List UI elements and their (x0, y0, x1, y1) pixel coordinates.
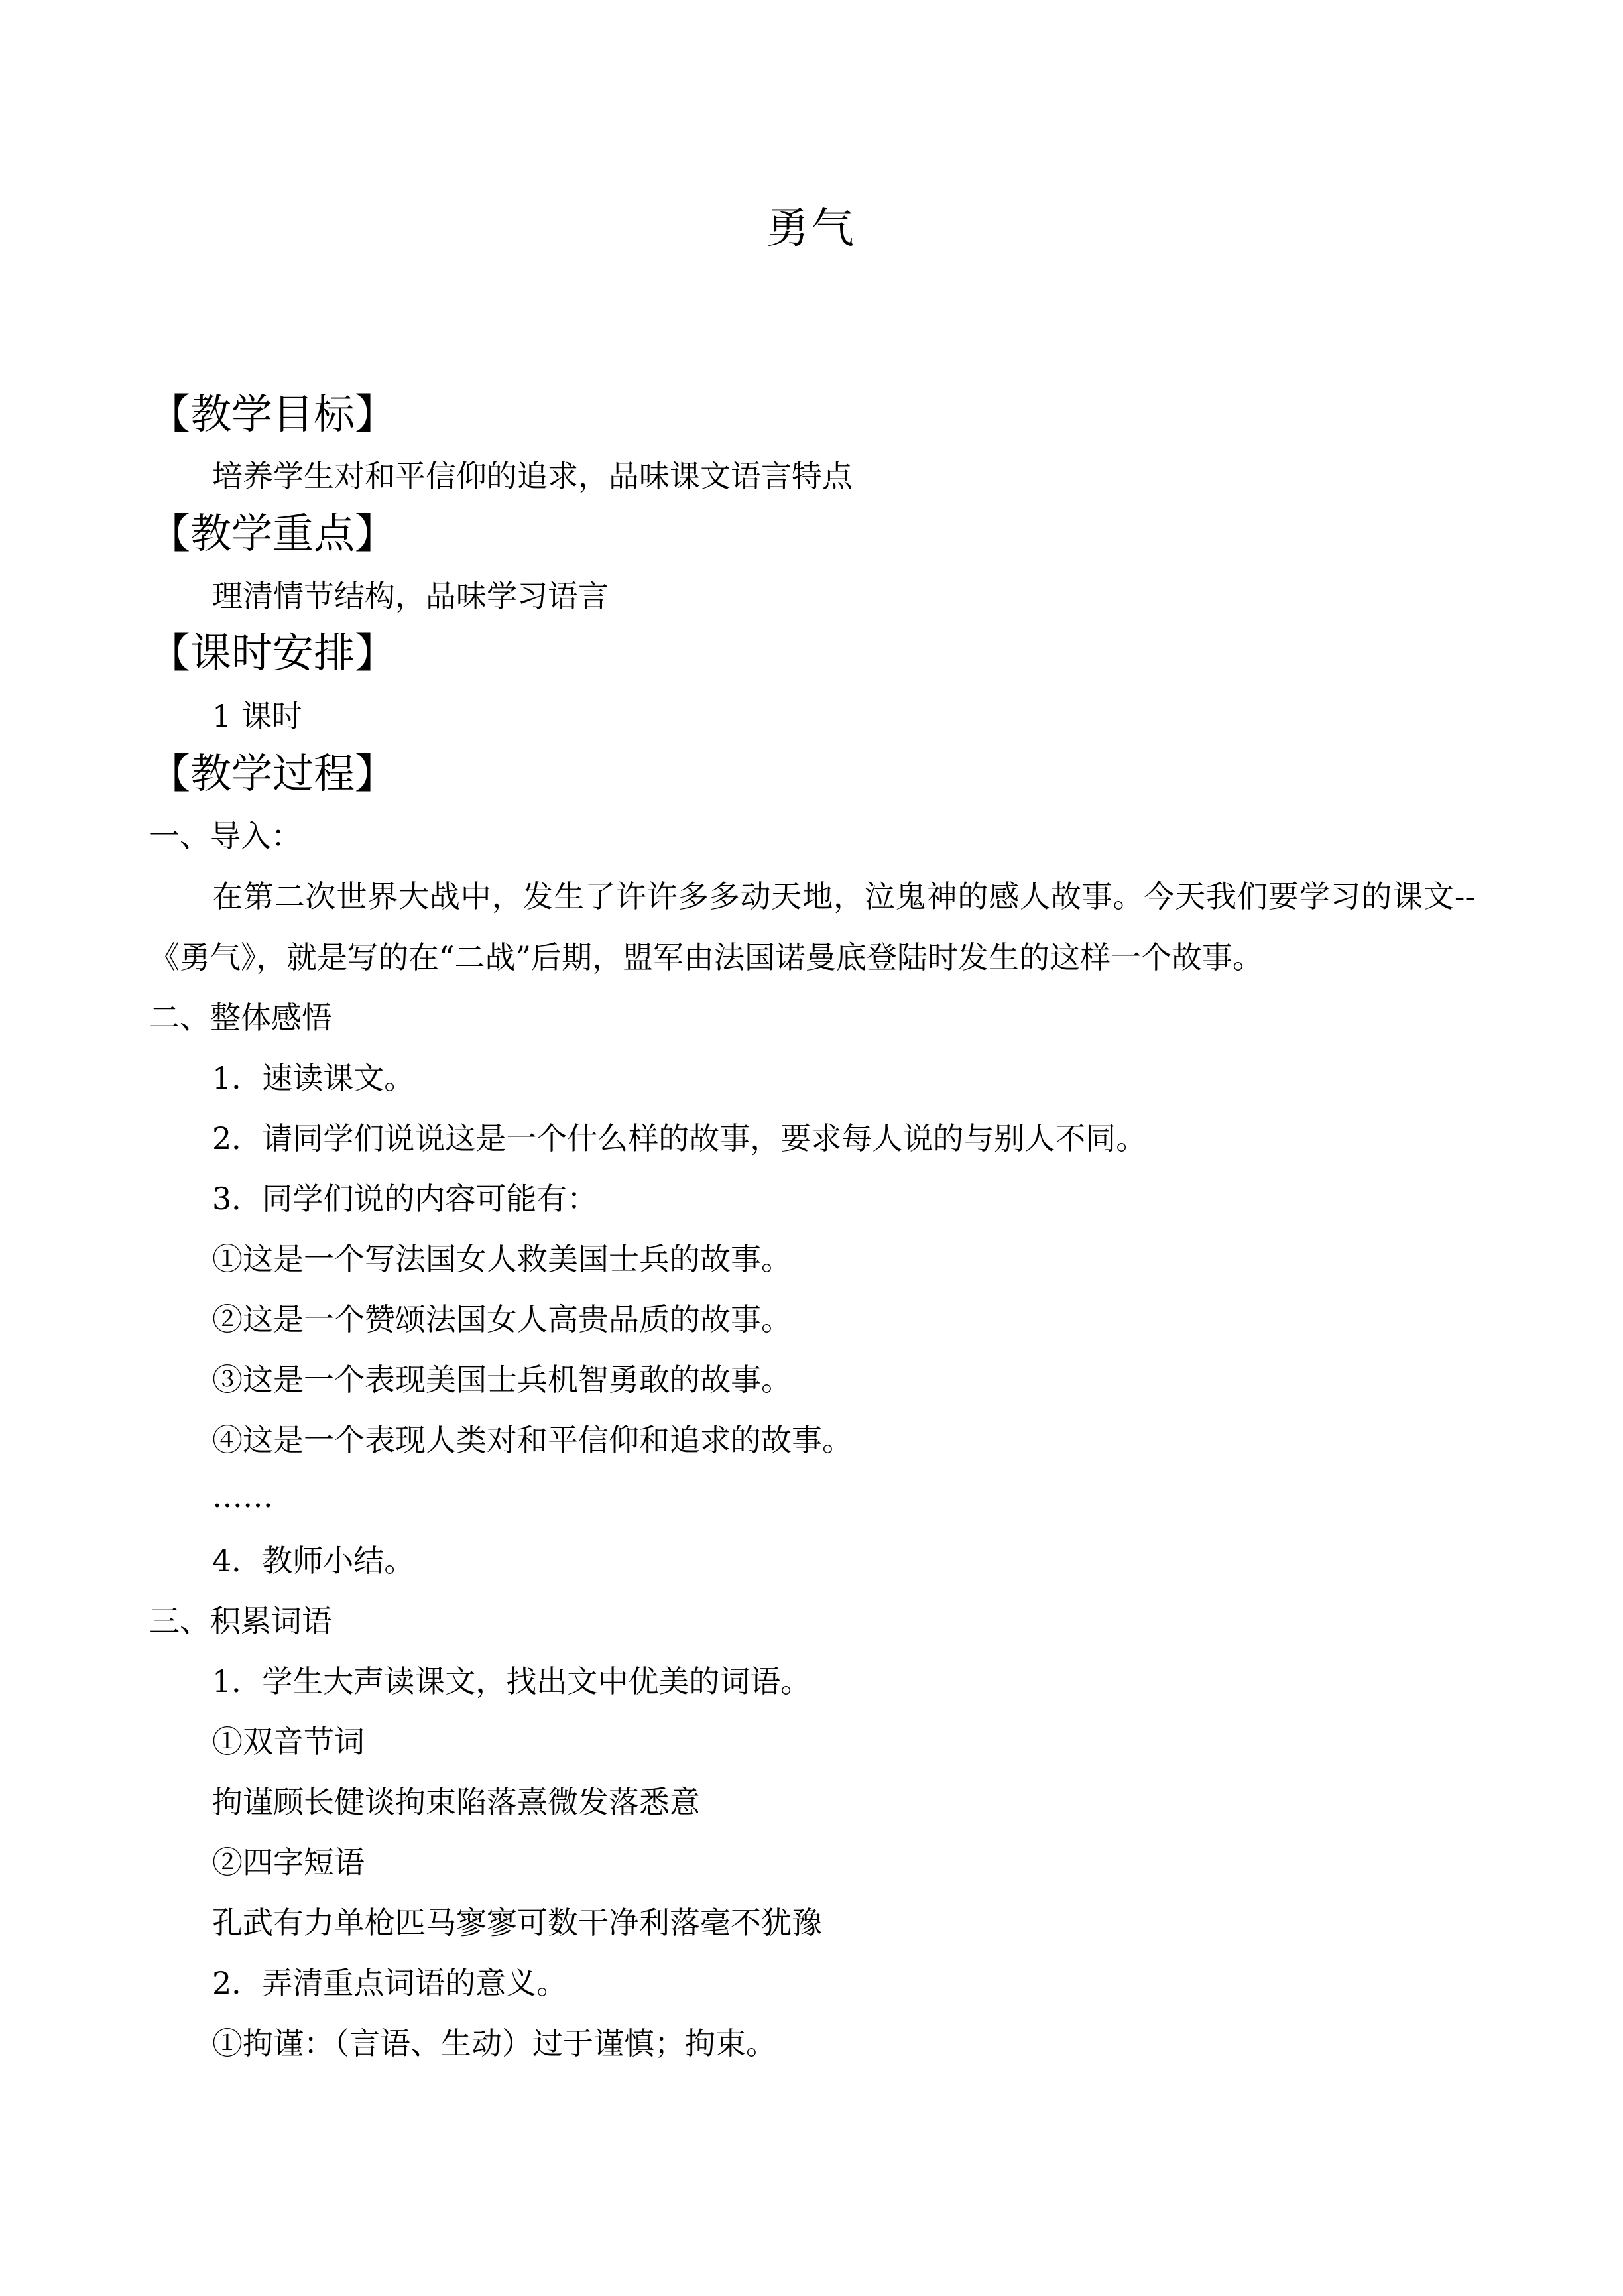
part1-heading: 一、导入： (149, 818, 302, 854)
schedule-heading: 【课时安排】 (149, 629, 396, 677)
part2-ellipsis: …… (212, 1479, 273, 1514)
teaching-goal-text: 培养学生对和平信仰的追求，品味课文语言特点 (212, 458, 853, 494)
part2-item: ④这是一个表现人类对和平信仰和追求的故事。 (212, 1422, 853, 1458)
part2-item: 1．速读课文。 (212, 1060, 415, 1096)
part2-item: ③这是一个表现美国士兵机智勇敢的故事。 (212, 1362, 792, 1398)
part2-item: 4．教师小结。 (212, 1543, 415, 1579)
part2-item: 3．同学们说的内容可能有： (212, 1181, 598, 1217)
part3-item: ②四字短语 (212, 1844, 365, 1880)
teaching-process-heading: 【教学过程】 (149, 749, 396, 798)
part3-item: 孔武有力单枪匹马寥寥可数干净利落毫不犹豫 (212, 1905, 822, 1941)
part3-item: 2．弄清重点词语的意义。 (212, 1965, 568, 2001)
part3-item: 1．学生大声读课文，找出文中优美的词语。 (212, 1663, 812, 1699)
part2-item: ①这是一个写法国女人救美国士兵的故事。 (212, 1241, 792, 1277)
part3-item: ①双音节词 (212, 1724, 365, 1760)
teaching-goal-heading: 【教学目标】 (149, 390, 396, 438)
part2-heading: 二、整体感悟 (149, 1000, 332, 1036)
teaching-focus-heading: 【教学重点】 (149, 509, 396, 558)
schedule-text: 1 课时 (212, 698, 302, 734)
part1-paragraph: 在第二次世界大战中，发生了许许多多动天地，泣鬼神的感人故事。今天我们要学习的课文--《勇气》，就是写的在“二战”后期，盟军由法国诺曼底登陆时发生的这样一个故事。 (149, 878, 1475, 975)
part3-item: ①拘谨：（言语、生动）过于谨慎；拘束。 (212, 2025, 776, 2061)
part3-heading: 三、积累词语 (149, 1603, 332, 1639)
teaching-focus-text: 理清情节结构，品味学习语言 (212, 578, 609, 614)
part3-item: 拘谨顾长健谈拘束陷落熹微发落悉意 (212, 1784, 700, 1820)
part2-item: 2．请同学们说说这是一个什么样的故事，要求每人说的与别人不同。 (212, 1120, 1147, 1156)
part2-item: ②这是一个赞颂法国女人高贵品质的故事。 (212, 1301, 792, 1337)
document-title: 勇气 (766, 204, 857, 253)
